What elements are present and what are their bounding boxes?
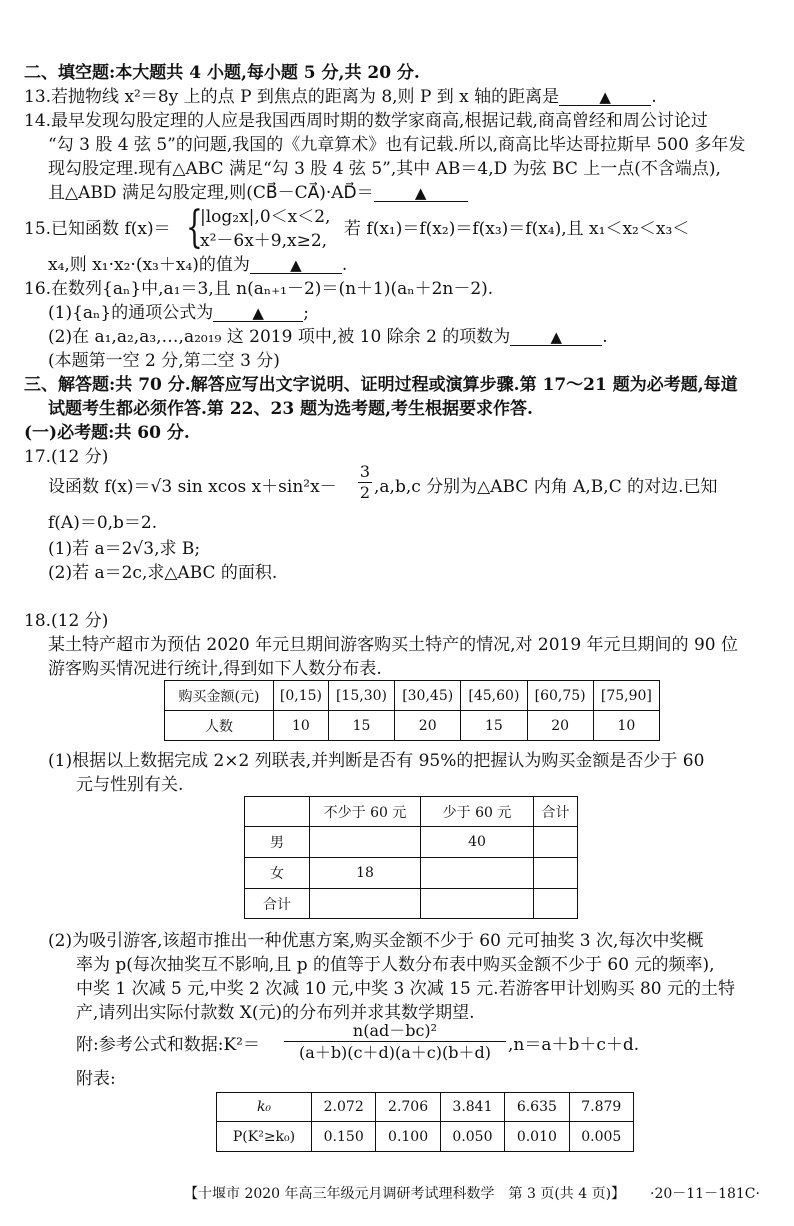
table-cell <box>421 858 534 889</box>
table-cell: 0.150 <box>312 1122 376 1152</box>
table-cell <box>310 889 421 919</box>
q15-end: . <box>341 255 348 275</box>
k-squared-fraction <box>284 1020 506 1063</box>
table-cell: 2.706 <box>376 1093 440 1122</box>
answer-blank <box>559 86 651 106</box>
table-row <box>245 889 578 919</box>
table-cell <box>534 827 578 858</box>
table-cell <box>534 858 578 889</box>
table-cell: 0.050 <box>440 1122 504 1152</box>
q16-part-1-text: (1){aₙ}的通项公式为 <box>48 303 214 323</box>
q18-header: 18.(12 分) <box>24 611 109 631</box>
q14-line-1: 14.最早发现勾股定理的人应是我国西周时期的数学家商高,根据记载,商高曾经和周公讨论过 <box>24 111 708 131</box>
question-13 <box>24 86 657 108</box>
q18-part-2-line-1: (2)为吸引游客,该超市推出一种优惠方案,购买金额不少于 60 元可抽奖 3 次,每次中奖概 <box>48 931 704 951</box>
page-footer: 【十堰市 2020 年高三年级元月调研考试理科数学 第 3 页(共 4 页)】 <box>184 1186 626 1202</box>
table-cell: 不少于 60 元 <box>310 797 421 827</box>
section-3-heading-line-2: 试题考生都必须作答.第 22、23 题为选考题,考生根据要求作答. <box>48 399 533 419</box>
q17-part-1: (1)若 a＝2√3,求 B; <box>48 539 201 559</box>
q14-line-3: 现勾股定理.现有△ABC 满足“勾 3 股 4 弦 5”,其中 AB＝4,D 为弦 BC 上一点(不含端点), <box>48 159 721 179</box>
table-cell <box>534 889 578 919</box>
table-cell: 20 <box>527 711 593 741</box>
table-cell: 合计 <box>534 797 578 827</box>
q15-tail: 若 f(x₁)＝f(x₂)＝f(x₃)＝f(x₄),且 x₁＜x₂＜x₃＜ <box>344 219 690 239</box>
q17-fraction <box>358 462 372 503</box>
table-cell: 0.010 <box>505 1122 569 1152</box>
answer-blank <box>374 182 468 202</box>
q18-part-2-line-2: 率为 p(每次抽奖互不影响,且 p 的值等于人数分布表中购买金额不少于 60 元的频率), <box>76 955 715 975</box>
fraction-numerator: n(ad－bc)² <box>284 1020 506 1042</box>
table-cell: 15 <box>328 711 394 741</box>
critical-value-table <box>216 1092 634 1152</box>
answer-blank <box>213 302 303 322</box>
appendix-label: 附表: <box>76 1069 116 1089</box>
answer-mark: ▲ <box>290 256 302 274</box>
q18-line-1: 某土特产超市为预估 2020 年元旦期间游客购买土特产的情况,对 2019 年元旦期间的 90 位 <box>48 635 738 655</box>
table-cell <box>310 827 421 858</box>
table-cell: 3.841 <box>440 1093 504 1122</box>
q17-part-2: (2)若 a＝2c,求△ABC 的面积. <box>48 563 278 583</box>
table-cell: [15,30) <box>328 681 394 711</box>
table-cell: 6.635 <box>505 1093 569 1122</box>
answer-blank <box>510 326 602 346</box>
formula-tail: ,n＝a＋b＋c＋d. <box>508 1035 640 1055</box>
fraction-denominator: 2 <box>359 483 371 502</box>
q14-line-2: “勾 3 股 4 弦 5”的问题,我国的《九章算术》也有记载.所以,商高比毕达哥拉斯早 500 多年发 <box>48 135 746 155</box>
q16-part-2-end: . <box>602 327 608 347</box>
table-cell <box>421 889 534 919</box>
table-cell: [0,15) <box>274 681 329 711</box>
q18-part-1-line-2: 元与性别有关. <box>76 775 184 795</box>
q18-part-2-line-4: 产,请列出实际付款数 X(元)的分布列并求其数学期望. <box>76 1003 475 1023</box>
table-cell: 人数 <box>165 711 274 741</box>
table-cell: 0.100 <box>376 1122 440 1152</box>
q16-part-2 <box>48 326 608 348</box>
q15-text: x₄,则 x₁·x₂·(x₃＋x₄)的值为 <box>48 255 250 275</box>
q15-case-2: x²－6x＋9,x≥2, <box>200 231 328 251</box>
table-cell: 20 <box>395 711 461 741</box>
q17-line-1b: ,a,b,c 分别为△ABC 内角 A,B,C 的对边.已知 <box>374 477 718 497</box>
table-cell <box>245 797 310 827</box>
table-cell: 2.072 <box>312 1093 376 1122</box>
table-cell: 女 <box>245 858 310 889</box>
table-cell: [30,45) <box>395 681 461 711</box>
answer-mark: ▲ <box>599 88 611 106</box>
q18-part-2-line-3: 中奖 1 次减 5 元,中奖 2 次减 10 元,中奖 3 次减 15 元.若游客甲计划购买 80 元的土特 <box>76 979 736 999</box>
table-row <box>217 1093 634 1122</box>
q16-note: (本题第一空 2 分,第二空 3 分) <box>48 351 280 371</box>
table-cell: [45,60) <box>461 681 527 711</box>
q14-line-4 <box>48 182 468 204</box>
table-cell: 合计 <box>245 889 310 919</box>
answer-mark: ▲ <box>414 184 427 202</box>
q13-text: 13.若抛物线 x²＝8y 上的点 P 到焦点的距离为 8,则 P 到 x 轴的距离是 <box>24 87 560 107</box>
q17-line-1a: 设函数 f(x)＝√3 sin xcos x＋sin²x－ <box>48 477 337 497</box>
table-cell: P(K²≥k₀) <box>217 1122 312 1152</box>
answer-mark: ▲ <box>252 304 264 322</box>
q16-part-1 <box>48 302 309 324</box>
table-cell: 购买金额(元) <box>165 681 274 711</box>
contingency-table <box>244 796 578 919</box>
q17-line-2: f(A)＝0,b＝2. <box>48 513 158 533</box>
table-cell: k₀ <box>217 1093 312 1122</box>
table-row <box>245 827 578 858</box>
fraction-numerator: 3 <box>359 462 371 481</box>
q18-part-1-line-1: (1)根据以上数据完成 2×2 列联表,并判断是否有 95%的把握认为购买金额是否少于 60 <box>48 751 705 771</box>
q15-case-1: |log₂x|,0＜x＜2, <box>200 207 331 227</box>
q14-text: 且△ABD 满足勾股定理,则(CB⃗－CA⃗)·AD⃗＝ <box>48 183 374 203</box>
q15-lead: 15.已知函数 f(x)＝ <box>24 219 171 239</box>
table-row <box>245 858 578 889</box>
q17-header: 17.(12 分) <box>24 447 109 467</box>
required-heading: (一)必考题:共 60 分. <box>24 423 190 443</box>
section-3-heading-line-1: 三、解答题:共 70 分.解答应写出文字说明、证明过程或演算步骤.第 17～21 题为必考题,每道 <box>24 375 738 395</box>
fraction-denominator: (a＋b)(c＋d)(a＋c)(b＋d) <box>299 1043 491 1062</box>
answer-blank <box>250 254 342 274</box>
document-code: ·20－11－181C· <box>650 1186 760 1202</box>
q18-line-2: 游客购买情况进行统计,得到如下人数分布表. <box>48 659 382 679</box>
table-cell: [60,75) <box>527 681 593 711</box>
section-2-heading: 二、填空题:本大题共 4 小题,每小题 5 分,共 20 分. <box>24 63 420 83</box>
table-cell: 0.005 <box>569 1122 633 1152</box>
q16-part-1-end: ; <box>303 303 309 323</box>
piecewise-brace: { <box>186 202 203 253</box>
table-cell: 15 <box>461 711 527 741</box>
distribution-table <box>164 680 660 741</box>
table-cell: 少于 60 元 <box>421 797 534 827</box>
q16-line-1: 16.在数列{aₙ}中,a₁＝3,且 n(aₙ₊₁－2)＝(n＋1)(aₙ＋2n－2). <box>24 279 494 299</box>
table-cell: 40 <box>421 827 534 858</box>
table-cell: 男 <box>245 827 310 858</box>
table-cell: 18 <box>310 858 421 889</box>
table-cell: 10 <box>593 711 659 741</box>
q13-end: . <box>651 87 657 107</box>
table-row <box>217 1122 634 1152</box>
q15-line-2 <box>48 254 347 276</box>
table-cell: 10 <box>274 711 329 741</box>
q16-part-2-text: (2)在 a₁,a₂,a₃,…,a₂₀₁₉ 这 2019 项中,被 10 除余 2 的项数为 <box>48 327 511 347</box>
table-row <box>245 797 578 827</box>
answer-mark: ▲ <box>550 328 563 346</box>
table-cell: 7.879 <box>569 1093 633 1122</box>
formula-lead: 附:参考公式和数据:K²＝ <box>76 1035 260 1055</box>
table-cell: [75,90] <box>593 681 659 711</box>
table-row <box>165 711 660 741</box>
table-row <box>165 681 660 711</box>
